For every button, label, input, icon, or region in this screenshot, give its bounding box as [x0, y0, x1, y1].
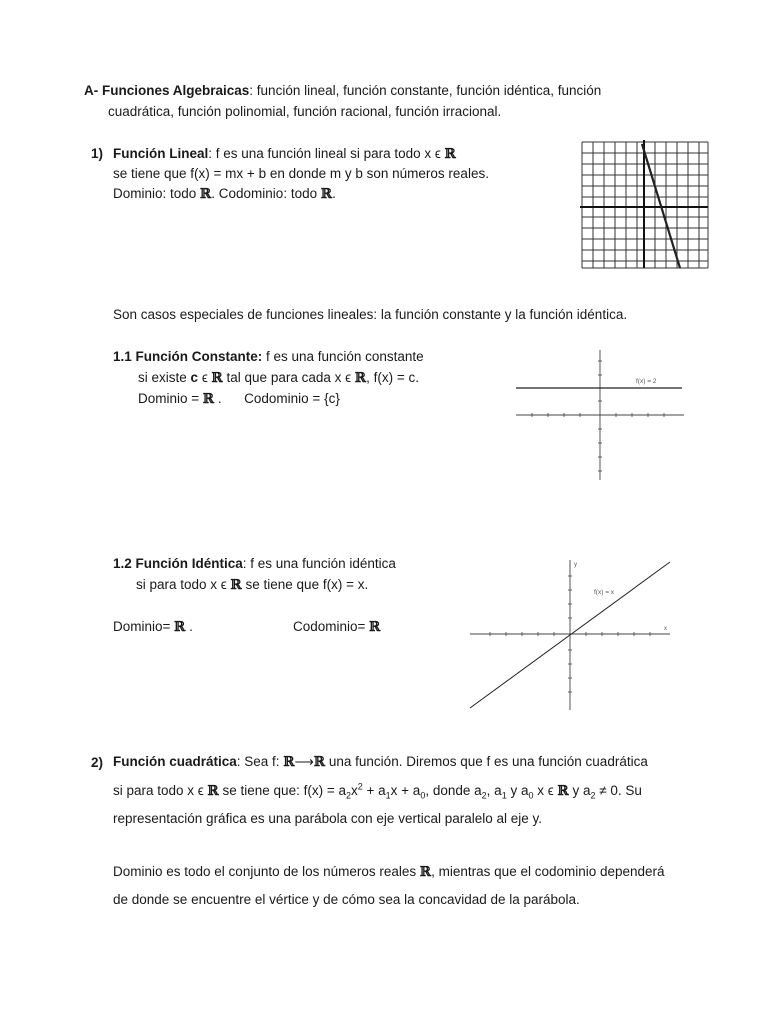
sub-0: 0: [528, 790, 534, 801]
reals-symbol: ℝ: [174, 619, 186, 635]
cuadratica-dominio-line1: [113, 862, 665, 882]
identica-dominio-end: .: [185, 619, 193, 634]
cuadratica-x: x: [350, 783, 358, 798]
constante-c: c: [190, 370, 199, 385]
reals-symbol: ℝ: [202, 391, 215, 407]
lineal-period: .: [332, 186, 336, 201]
section-a-prefix: A-: [84, 83, 102, 98]
cuadratica-text2f: , donde a: [425, 783, 482, 798]
cuadratica-line2: [113, 781, 642, 801]
reals-symbol: ℝ: [354, 370, 367, 386]
constante-text2a: si existe: [138, 370, 191, 385]
constante-text2b: tal que para cada x: [222, 370, 346, 385]
identica-title: 1.2 Función Idéntica: [113, 556, 243, 571]
reals-symbol: ℝ: [283, 754, 295, 770]
reals-symbol: ℝ: [369, 619, 381, 635]
constante-line1: [113, 347, 424, 367]
cuadratica-text1a: : Sea f:: [236, 754, 284, 769]
identica-line1: [113, 554, 396, 574]
section-a-line2: cuadrática, función polinomial, función racional, función irracional.: [108, 104, 502, 119]
in-symbol: ϵ: [345, 370, 352, 385]
lineal-line2: se tiene que f(x) = mx + b en donde m y b son números reales.: [113, 166, 489, 181]
identica-codominio: [293, 617, 380, 637]
reals-symbol: ℝ: [207, 783, 219, 799]
lineal-title: Función Lineal: [113, 146, 209, 161]
in-symbol: ϵ: [220, 577, 227, 592]
constante-title: 1.1 Función Constante:: [113, 349, 263, 364]
cuadratica-text2h: y a: [506, 783, 529, 798]
lineal-text1: : f es una función lineal si para todo x: [208, 146, 435, 161]
identica-dominio-label: Dominio=: [113, 619, 175, 634]
item-number-2: 2): [91, 755, 104, 770]
identica-text1: : f es una función idéntica: [242, 556, 396, 571]
reals-symbol: ℝ: [419, 864, 432, 880]
identica-text2a: si para todo x: [136, 577, 221, 592]
identica-axis-y: y: [574, 562, 577, 568]
cuadratica-title: Función cuadrática: [113, 754, 237, 769]
identica-graph-label: f(x) = x: [594, 589, 615, 596]
identica-line2: [136, 575, 368, 595]
in-symbol: ϵ: [434, 146, 441, 161]
cuadratica-text2e: x + a: [390, 783, 421, 798]
cuadratica-dominio-line2: de donde se encuentre el vértice y de cómo sea la concavidad de la parábola.: [113, 892, 580, 907]
cuadratica-line1: [113, 752, 648, 772]
cuadratica-line3: representación gráfica es una parábola con eje vertical paralelo al eje y.: [113, 811, 543, 826]
identica-codominio-label: Codominio=: [293, 619, 370, 634]
cuadratica-p2a: Dominio es todo el conjunto de los números reales: [113, 864, 420, 879]
lineal-dominio: Dominio: todo: [113, 186, 201, 201]
cuadratica-text2d: + a: [362, 783, 386, 798]
sup-2: 2: [357, 781, 363, 792]
cuadratica-text2g: , a: [486, 783, 502, 798]
cuadratica-p2b: , mientras que el codominio dependerá: [431, 864, 665, 879]
reals-symbol: ℝ: [313, 754, 326, 770]
reals-symbol: ℝ: [200, 186, 212, 202]
constante-graph-label: f(x) = 2: [636, 378, 657, 385]
section-a-text1: : función lineal, función constante, función idéntica, función: [249, 83, 602, 98]
constante-text2d: , f(x) = c.: [366, 370, 419, 385]
sub-1: 1: [385, 790, 391, 801]
sub-2: 2: [590, 790, 596, 801]
constante-graph: [512, 346, 688, 484]
lineal-graph: [578, 138, 710, 270]
cuadratica-text2k: ≠ 0. Su: [595, 783, 642, 798]
constante-text1: f es una función constante: [262, 349, 424, 364]
identica-graph: [464, 556, 674, 712]
cuadratica-text1b: una función. Diremos que f es una función cuadrática: [325, 754, 648, 769]
reals-symbol: ℝ: [557, 783, 569, 799]
identica-dominio: [113, 617, 193, 637]
identica-text2b: se tiene que f(x) = x.: [241, 577, 369, 592]
in-symbol: ϵ: [547, 783, 554, 798]
sub-2: 2: [345, 790, 351, 801]
identica-axis-x: x: [664, 626, 667, 632]
casos-especiales-text: Son casos especiales de funciones lineales: la función constante y la función idéntica.: [113, 307, 628, 322]
in-symbol: ϵ: [197, 783, 204, 798]
lineal-line3: [113, 184, 336, 204]
constante-line2: [138, 368, 419, 388]
constante-dominio: Dominio =: [138, 391, 203, 406]
section-a-line1: [84, 81, 601, 101]
cuadratica-text2j: y a: [568, 783, 591, 798]
cuadratica-text2b: se tiene que: f(x) = a: [218, 783, 346, 798]
item-number-1: 1): [91, 146, 104, 161]
constante-line3: [138, 389, 340, 409]
sub-2: 2: [481, 790, 487, 801]
lineal-line1: [113, 144, 456, 164]
lineal-codominio: . Codominio: todo: [211, 186, 321, 201]
in-symbol: ϵ: [201, 370, 208, 385]
section-a-title: Funciones Algebraicas: [102, 83, 250, 98]
sub-0: 0: [420, 790, 426, 801]
cuadratica-text2a: si para todo x: [113, 783, 198, 798]
sub-1: 1: [501, 790, 507, 801]
cuadratica-text2i: x: [533, 783, 548, 798]
arrow-icon: ⟶: [294, 754, 314, 769]
reals-symbol: ℝ: [230, 577, 242, 593]
constante-codominio: . Codominio = {c}: [214, 391, 340, 406]
reals-symbol: ℝ: [444, 146, 456, 162]
reals-symbol: ℝ: [211, 370, 223, 386]
reals-symbol: ℝ: [320, 186, 333, 202]
